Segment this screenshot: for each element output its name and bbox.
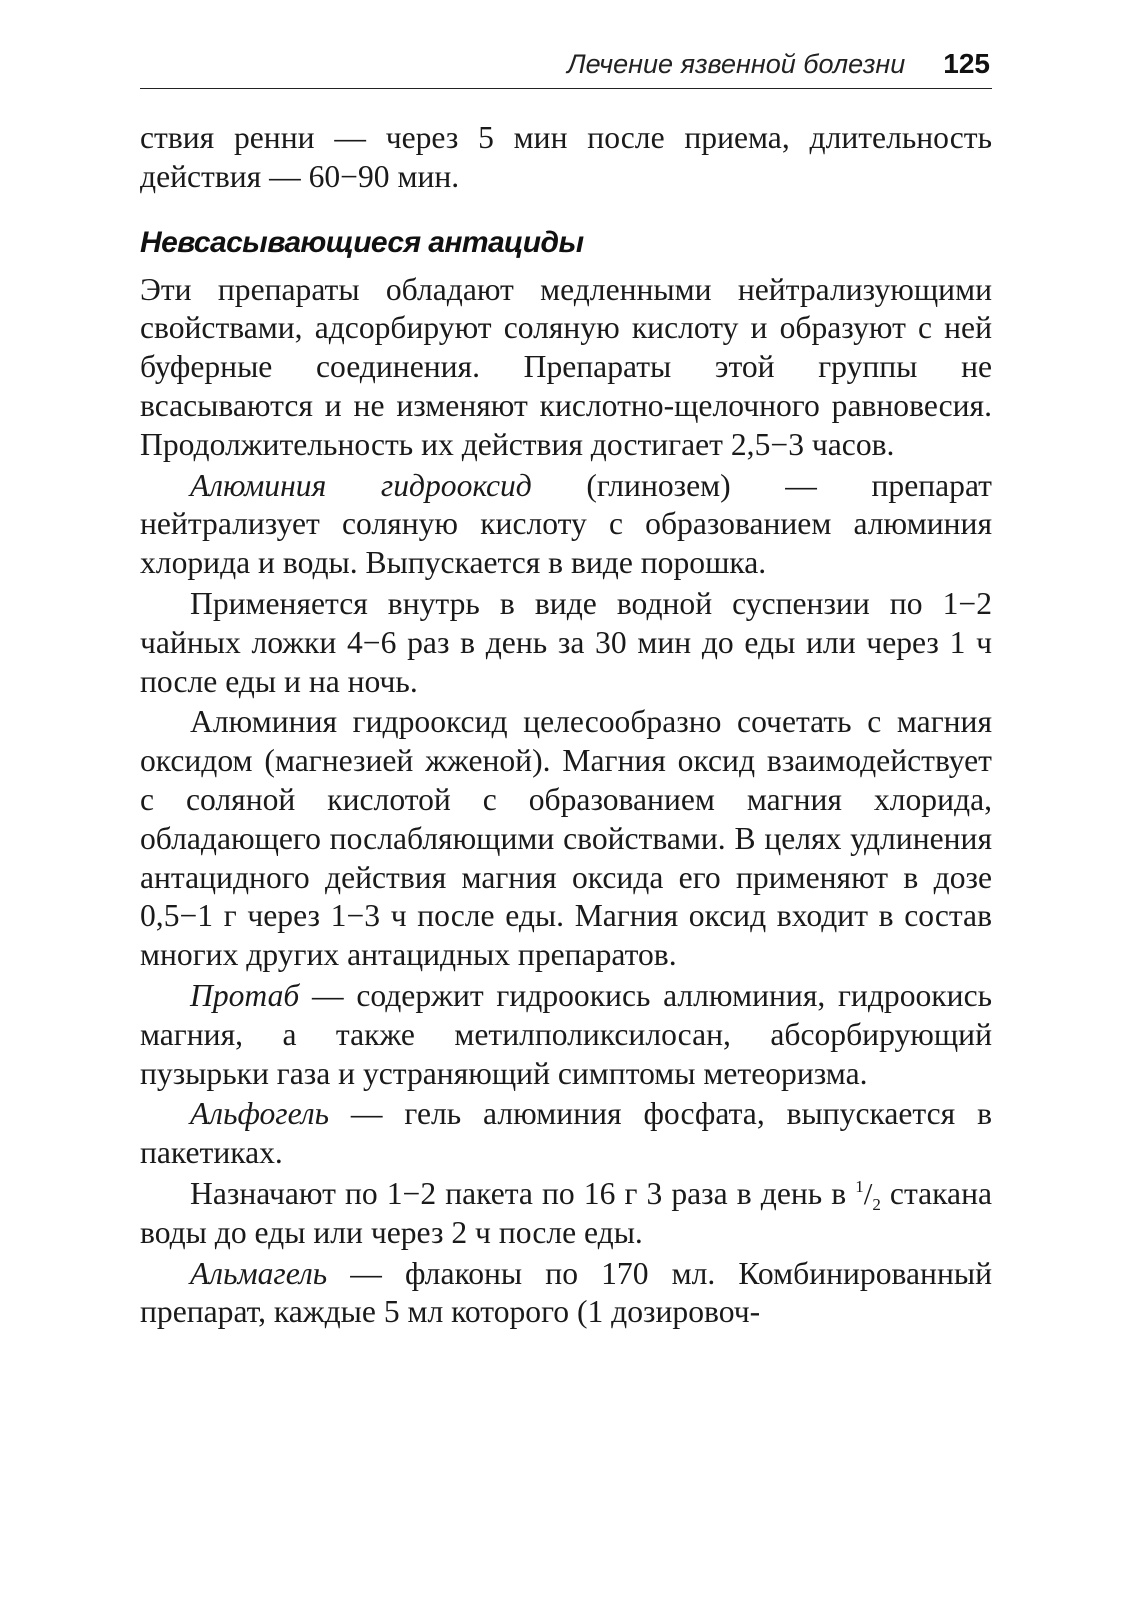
alfogel-description: — гель алюминия фосфата, выпускается в пакетиках.: [140, 1096, 992, 1171]
alfogel-dosage-paragraph: [140, 1175, 992, 1253]
alfogel-dosage-text-after: стакана воды до еды или через 2 ч после еды.: [140, 1175, 992, 1250]
alfogel-dosage-text-before: Назначают по 1−2 пакета по 16 г 3 раза в день в: [190, 1175, 856, 1211]
fraction-numerator: 1: [855, 1176, 864, 1196]
aluminium-paragraph: [140, 467, 992, 583]
drug-term-aluminium: Алюминия гидрооксид: [190, 467, 532, 503]
body-text: [140, 119, 992, 1332]
almagel-description: — флаконы по 170 мл. Комбинированный препарат, каждые 5 мл которого (1 дозировоч-: [140, 1255, 992, 1330]
running-title: Лечение язвенной болезни: [567, 49, 906, 79]
drug-term-almagel: Альмагель: [190, 1255, 328, 1291]
fraction-denominator: 2: [872, 1194, 881, 1214]
alfogel-paragraph: [140, 1095, 992, 1173]
protab-paragraph: [140, 977, 992, 1093]
aluminium-description: (глинозем) — препарат нейтрализует соляную кислоту с образованием алюминия хлорида и воды. Выпускается в виде порошка.: [140, 467, 992, 581]
almagel-paragraph: [140, 1255, 992, 1333]
drug-term-alfogel: Альфогель: [190, 1096, 329, 1132]
continued-paragraph: ствия ренни — через 5 мин после приема, длительность действия — 60−90 мин.: [140, 120, 992, 194]
magnesium-paragraph: Алюминия гидрооксид целесообразно сочетать с магния оксидом (магнезией жженой). Магния оксид взаимодействует с соляной кислотой с образованием магния хлорида, обладающего послабляющими свойствами. В целях удлинения антацидного действия магния оксида его применяют в дозе 0,5−1 г через 1−3 ч после еды. Магния оксид входит в состав многих других антацидных препаратов.: [140, 704, 992, 973]
protab-description: — содержит гидроокись аллюминия, гидроокись магния, а также метилполиксилосан, абсорбирующий пузырьки газа и устраняющий симптомы метеоризма.: [140, 977, 992, 1091]
running-header: [140, 48, 992, 89]
section-heading: Невсасывающиеся антациды: [140, 225, 584, 259]
aluminium-usage-paragraph: Применяется внутрь в виде водной суспензии по 1−2 чайных ложки 4−6 раз в день за 30 мин до еды или через 1 ч после еды и на ночь.: [140, 585, 992, 699]
half-fraction: $^1/_2$: [855, 1175, 881, 1214]
book-page: [140, 48, 992, 1332]
drug-term-protab: Протаб: [190, 977, 300, 1013]
page-number: 125: [943, 48, 990, 79]
section-intro-paragraph: Эти препараты обладают медленными нейтрализующими свойствами, адсорбируют соляную кислоту и образуют с ней буферные соединения. Препараты этой группы не всасываются и не изменяют кислотно-щелочного равновесия. Продолжительность их действия достигает 2,5−3 часов.: [140, 271, 992, 462]
